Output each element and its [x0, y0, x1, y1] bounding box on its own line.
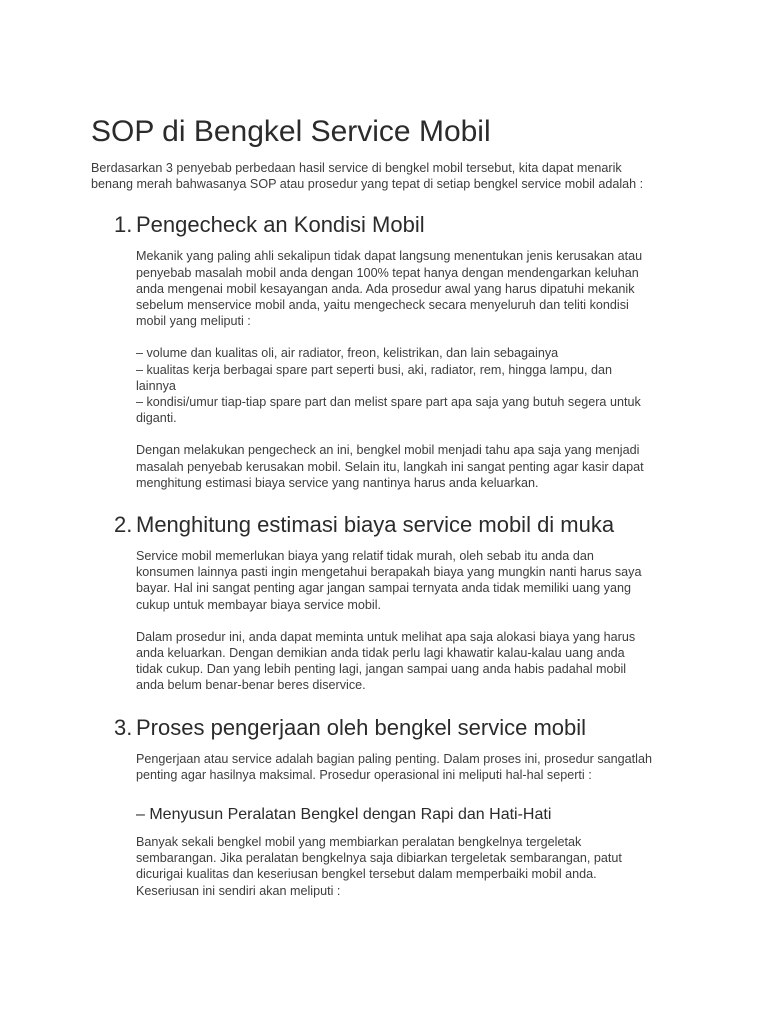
section-2-paragraph-1	[136, 548, 669, 613]
text-line: diganti.	[136, 411, 177, 426]
section-1-paragraph-1	[136, 248, 669, 329]
document-page	[91, 112, 691, 899]
intro-paragraph	[91, 160, 681, 192]
text-line: masalah penyebab kerusakan mobil. Selain itu, langkah ini sangat penting agar kasir dapat	[136, 459, 644, 474]
section-1-heading	[91, 210, 691, 240]
section-2-heading	[91, 510, 691, 540]
section-1-paragraph-2	[136, 442, 669, 491]
text-line: penyebab masalah mobil anda dengan 100% tepat hanya dengan mendengarkan keluhan	[136, 265, 639, 280]
text-line: dicurigai kualitas dan keseriusan bengkel tersebut dalam memperbaiki mobil anda.	[136, 867, 597, 882]
text-line: mobil yang meliputi :	[136, 314, 251, 329]
section-3-title: Proses pengerjaan oleh bengkel service mobil	[136, 714, 587, 740]
text-line: sebelum menservice mobil anda, yaitu mengecheck secara menyeluruh dan teliti kondisi	[136, 298, 629, 313]
section-2-title: Menghitung estimasi biaya service mobil di muka	[136, 512, 615, 538]
text-line: sembarangan. Jika peralatan bengkelnya saja dibiarkan tergeletak sembarangan, patut	[136, 851, 622, 866]
text-line: cukup untuk membayar biaya service mobil.	[136, 597, 381, 612]
section-2-number: 2.	[114, 512, 133, 538]
section-3-paragraph-2	[136, 834, 669, 899]
text-line: Banyak sekali bengkel mobil yang membiarkan peralatan bengkelnya tergeletak	[136, 835, 582, 850]
page-title: SOP di Bengkel Service Mobil	[91, 115, 491, 148]
text-line: penting agar hasilnya maksimal. Prosedur operasional ini meliputi hal-hal seperti :	[136, 767, 592, 782]
text-line: lainnya	[136, 378, 176, 393]
text-line: – kualitas kerja berbagai spare part seperti busi, aki, radiator, rem, hingga lampu, dan	[136, 362, 613, 377]
text-line: tidak cukup. Dan yang lebih penting lagi, jangan sampai uang anda habis padahal mobil	[136, 662, 627, 677]
text-line: anda mengenai mobil kesayangan anda. Ada prosedur awal yang harus dipatuhi mekanik	[136, 281, 635, 296]
section-3-number: 3.	[114, 714, 133, 740]
text-line: Pengerjaan atau service adalah bagian paling penting. Dalam proses ini, prosedur sangatlah	[136, 751, 652, 766]
section-1-list	[136, 345, 669, 426]
text-line: Dengan melakukan pengecheck an ini, bengkel mobil menjadi tahu apa saja yang menjadi	[136, 443, 640, 458]
section-3-heading	[91, 713, 691, 743]
section-2-paragraph-2	[136, 629, 669, 694]
text-line: – volume dan kualitas oli, air radiator, freon, kelistrikan, dan lain sebagainya	[136, 346, 559, 361]
text-line: – kondisi/umur tiap-tiap spare part dan melist spare part apa saja yang butuh segera untuk	[136, 395, 641, 410]
section-1-title: Pengecheck an Kondisi Mobil	[136, 212, 425, 238]
text-line: Mekanik yang paling ahli sekalipun tidak dapat langsung menentukan jenis kerusakan atau	[136, 249, 643, 264]
text-line: anda belum benar-benar beres diservice.	[136, 678, 366, 693]
text-line: konsumen lainnya pasti ingin mengetahui berapakah biaya yang mungkin nanti harus saya	[136, 565, 642, 580]
text-line: Dalam prosedur ini, anda dapat meminta untuk melihat apa saja alokasi biaya yang harus	[136, 629, 636, 644]
section-1-number: 1.	[114, 212, 133, 238]
section-3-subtitle: – Menyusun Peralatan Bengkel dengan Rapi dan Hati-Hati	[136, 806, 552, 824]
text-line: bayar. Hal ini sangat penting agar jangan sampai ternyata anda tidak memiliki uang yang	[136, 581, 631, 596]
text-line: Keseriusan ini sendiri akan meliputi :	[136, 883, 341, 898]
text-line: benang merah bahwasanya SOP atau prosedur yang tepat di setiap bengkel service mobil adalah :	[91, 177, 644, 192]
section-3-paragraph-1	[136, 751, 669, 783]
text-line: Service mobil memerlukan biaya yang relatif tidak murah, oleh sebab itu anda dan	[136, 549, 594, 564]
text-line: anda keluarkan. Dengan demikian anda tidak perlu lagi khawatir kalau-kalau uang anda	[136, 646, 625, 661]
text-line: menghitung estimasi biaya service yang nantinya harus anda keluarkan.	[136, 475, 539, 490]
text-line: Berdasarkan 3 penyebab perbedaan hasil service di bengkel mobil tersebut, kita dapat menarik	[91, 161, 622, 175]
